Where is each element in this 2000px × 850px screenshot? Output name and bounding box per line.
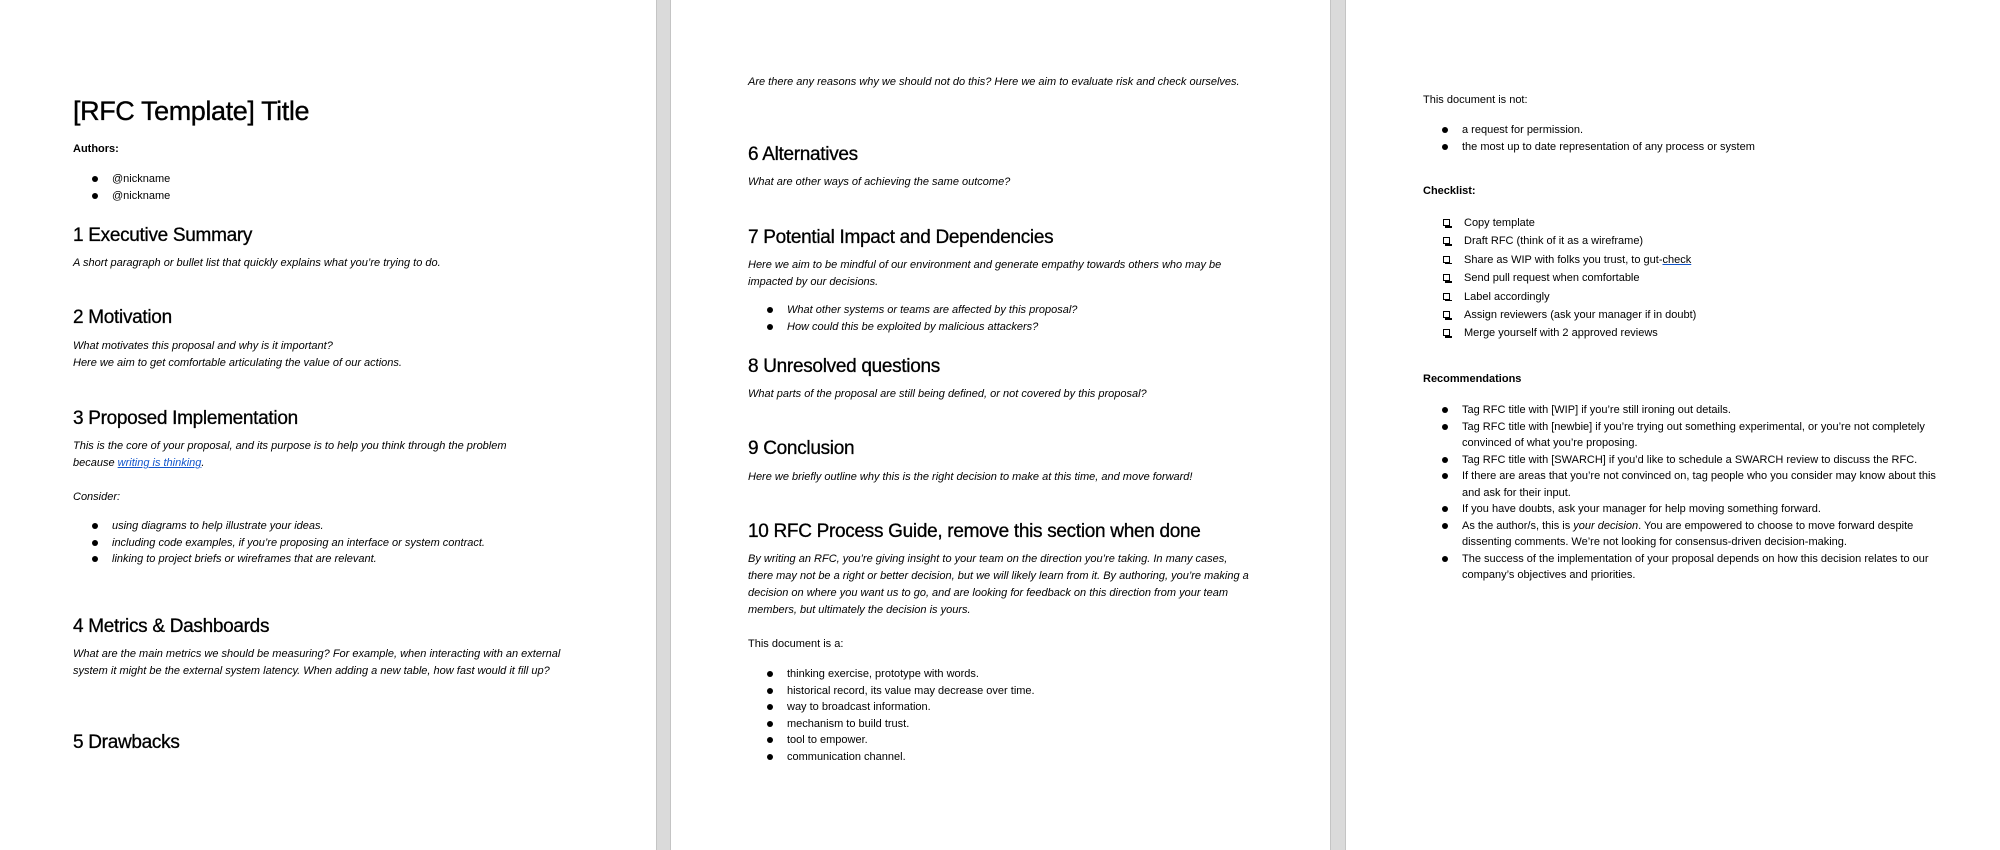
heading-drawbacks: 5 Drawbacks <box>73 732 180 753</box>
consider-label: Consider: <box>73 491 121 503</box>
list-item: Tag RFC title with [WIP] if you’re still ironing out details. <box>1423 402 1941 419</box>
checklist-item[interactable] <box>1423 251 1943 269</box>
potential-impact-list <box>748 302 1253 335</box>
list-item: If there are areas that you’re not convinced on, tag people who you consider may know about this and ask for their input. <box>1423 468 1941 501</box>
writing-is-thinking-link[interactable]: writing is thinking <box>117 457 202 469</box>
document-page-1 <box>0 0 656 850</box>
heading-executive-summary: 1 Executive Summary <box>73 225 253 246</box>
list-item: The success of the implementation of your proposal depends on how this decision relates to our company’s objectives and priorities. <box>1423 551 1941 584</box>
document-not-list <box>1423 122 1943 155</box>
list-item: linking to project briefs or wireframes that are relevant. <box>73 551 593 568</box>
heading-potential-impact: 7 Potential Impact and Dependencies <box>748 227 1054 248</box>
checklist <box>1423 214 1943 343</box>
checklist-item-label: Share as WIP with folks you trust, to gut- <box>1464 253 1663 266</box>
list-item: Tag RFC title with [SWARCH] if you’d like to schedule a SWARCH review to discuss the RFC. <box>1423 452 1941 469</box>
checklist-item[interactable] <box>1423 214 1943 232</box>
authors-label: Authors: <box>73 143 119 155</box>
list-item: If you have doubts, ask your manager for help moving something forward. <box>1423 501 1941 518</box>
document-title: [RFC Template] Title <box>73 96 310 126</box>
list-item: historical record, its value may decrease over time. <box>748 683 1253 700</box>
motivation-text <box>73 338 573 372</box>
heading-motivation: 2 Motivation <box>73 307 172 328</box>
list-item: What other systems or teams are affected by this proposal? <box>748 302 1253 319</box>
recommendations-list <box>1423 402 1941 584</box>
checklist-item-label: Label accordingly <box>1464 290 1550 303</box>
checklist-item[interactable] <box>1423 232 1943 250</box>
checkbox-icon[interactable] <box>1443 256 1450 263</box>
checkbox-icon[interactable] <box>1443 329 1450 336</box>
text-run: . You are empowered to choose to move forward despite dissenting comments. We’re not looking for consensus-driven decision-making. <box>1462 519 1914 548</box>
heading-rfc-process-guide: 10 RFC Process Guide, remove this section when done <box>748 521 1201 542</box>
text-run: because <box>73 457 115 469</box>
list-item: @nickname <box>73 188 473 205</box>
list-item: Tag RFC title with [newbie] if you’re trying out something experimental, or you’re not completely convinced of what you’re proposing. <box>1423 419 1941 452</box>
heading-conclusion: 9 Conclusion <box>748 438 855 459</box>
checkbox-icon[interactable] <box>1443 311 1450 318</box>
recommendations-label: Recommendations <box>1423 373 1522 385</box>
checklist-item[interactable] <box>1423 324 1943 342</box>
list-item <box>1423 518 1941 551</box>
unresolved-questions-text: What parts of the proposal are still being defined, or not covered by this proposal? <box>748 388 1147 400</box>
checklist-item-label: Copy template <box>1464 217 1535 229</box>
list-item: tool to empower. <box>748 732 1253 749</box>
heading-metrics-dashboards: 4 Metrics & Dashboards <box>73 616 270 637</box>
checklist-item-label: Assign reviewers (ask your manager if in doubt) <box>1464 309 1697 322</box>
list-item: using diagrams to help illustrate your ideas. <box>73 518 593 535</box>
list-item: How could this be exploited by malicious attackers? <box>748 319 1253 336</box>
document-page-3 <box>1346 0 2000 850</box>
authors-list <box>73 171 473 204</box>
document-is-label: This document is a: <box>748 638 844 650</box>
list-item: way to broadcast information. <box>748 699 1253 716</box>
checklist-item[interactable] <box>1423 269 1943 287</box>
heading-alternatives: 6 Alternatives <box>748 144 858 165</box>
checkbox-icon[interactable] <box>1443 293 1450 300</box>
checklist-label: Checklist: <box>1423 185 1476 197</box>
motivation-line-1: What motivates this proposal and why is it important? <box>73 340 333 352</box>
checklist-item[interactable] <box>1423 288 1943 306</box>
text-run: . <box>201 457 205 469</box>
page-gap <box>1330 0 1346 850</box>
document-not-label: This document is not: <box>1423 94 1528 106</box>
spellcheck-underlined-word: check <box>1662 253 1692 266</box>
executive-summary-text: A short paragraph or bullet list that quickly explains what you’re trying to do. <box>73 257 441 269</box>
document-is-list <box>748 666 1253 765</box>
checklist-item-label: Merge yourself with 2 approved reviews <box>1464 327 1658 340</box>
checkbox-icon[interactable] <box>1443 219 1450 226</box>
heading-unresolved-questions: 8 Unresolved questions <box>748 356 940 377</box>
list-item: communication channel. <box>748 749 1253 766</box>
text-run: As the author/s, this is <box>1462 519 1571 532</box>
list-item: @nickname <box>73 171 473 188</box>
alternatives-text: What are other ways of achieving the same outcome? <box>748 176 1011 188</box>
list-item: a request for permission. <box>1423 122 1943 139</box>
heading-proposed-implementation: 3 Proposed Implementation <box>73 408 298 429</box>
emphasis-text: your decision <box>1573 519 1639 532</box>
list-item: mechanism to build trust. <box>748 716 1253 733</box>
checkbox-icon[interactable] <box>1443 274 1450 281</box>
checkbox-icon[interactable] <box>1443 237 1450 244</box>
motivation-line-2: Here we aim to get comfortable articulating the value of our actions. <box>73 357 402 369</box>
proposed-implementation-text <box>73 438 593 472</box>
list-item: including code examples, if you’re proposing an interface or system contract. <box>73 535 593 552</box>
document-page-2 <box>671 0 1330 850</box>
rfc-process-guide-text: By writing an RFC, you’re giving insight to your team on the direction you’re taking. In many cases, there may not be a right or better decision, but we will likely learn from it. By authoring, you’re making a decision on where you want us to go, and are looking for feedback on this direction from your team members, but ultimately the decision is yours. <box>748 553 1249 616</box>
checklist-item[interactable] <box>1423 306 1943 324</box>
potential-impact-text: Here we aim to be mindful of our environment and generate empathy towards others who may be impacted by our decisions. <box>748 259 1222 288</box>
metrics-text: What are the main metrics we should be measuring? For example, when interacting with an external system it might be the external system latency. When adding a new table, how fast would it fill up? <box>73 648 561 677</box>
list-item: thinking exercise, prototype with words. <box>748 666 1253 683</box>
text-run: This is the core of your proposal, and its purpose is to help you think through the problem <box>73 440 507 452</box>
list-item: the most up to date representation of any process or system <box>1423 139 1943 156</box>
checklist-item-label: Send pull request when comfortable <box>1464 272 1640 285</box>
consider-list <box>73 518 593 568</box>
checklist-item-label: Draft RFC (think of it as a wireframe) <box>1464 235 1644 248</box>
drawbacks-text: Are there any reasons why we should not do this? Here we aim to evaluate risk and check ourselves. <box>748 76 1240 88</box>
page-gap <box>656 0 671 850</box>
conclusion-text: Here we briefly outline why this is the right decision to make at this time, and move forward! <box>748 471 1193 483</box>
